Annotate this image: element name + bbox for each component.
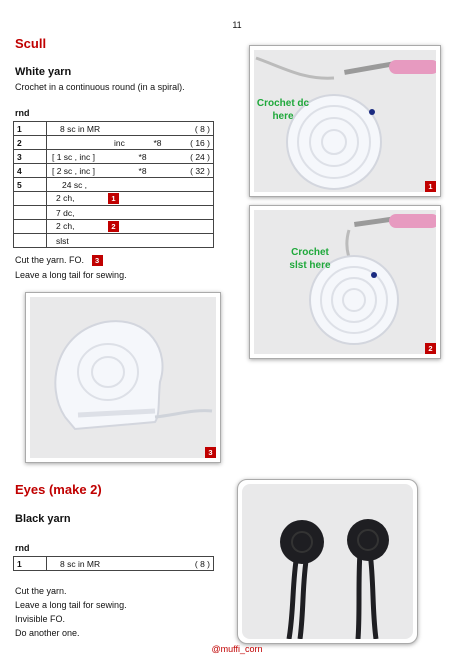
rnd-label: rnd bbox=[15, 543, 30, 553]
black-eyes-image bbox=[242, 484, 413, 639]
yarn-label: Black yarn bbox=[15, 513, 71, 525]
table-row bbox=[14, 178, 214, 192]
row-mult: *8 bbox=[153, 137, 162, 148]
row-number: 5 bbox=[14, 178, 47, 192]
step-badge: 2 bbox=[108, 221, 119, 232]
yarn-label: White yarn bbox=[15, 66, 72, 78]
finish-line: Cut the yarn. FO. bbox=[15, 255, 85, 265]
row-cell bbox=[47, 150, 214, 164]
row-number bbox=[14, 192, 47, 206]
crochet-circle-image bbox=[254, 210, 436, 354]
instruction-line: Cut the yarn. bbox=[15, 586, 67, 596]
row-number: 4 bbox=[14, 164, 47, 178]
row-number: 2 bbox=[14, 136, 47, 150]
row-instruction: slst bbox=[56, 235, 69, 246]
step-badge: 1 bbox=[108, 193, 119, 204]
row-cell bbox=[47, 234, 214, 248]
rnd-label: rnd bbox=[15, 108, 30, 118]
photo-step-2 bbox=[249, 205, 441, 359]
row-number bbox=[14, 234, 47, 248]
row-mult: *8 bbox=[138, 151, 147, 162]
section-title-eyes: Eyes (make 2) bbox=[15, 482, 102, 497]
row-instruction: 2 ch, bbox=[56, 192, 75, 203]
author-credit: @muffi_corn bbox=[211, 644, 263, 654]
row-count: ( 8 ) bbox=[194, 123, 210, 134]
table-row bbox=[14, 234, 214, 248]
instruction-line: Do another one. bbox=[15, 628, 80, 638]
row-instruction: 8 sc in MR bbox=[60, 558, 101, 569]
row-cell bbox=[47, 164, 214, 178]
table-row bbox=[14, 150, 214, 164]
table-row bbox=[14, 122, 214, 136]
row-instruction: 2 ch, bbox=[56, 220, 75, 231]
step-badge: 3 bbox=[205, 447, 216, 458]
row-cell bbox=[47, 192, 214, 206]
row-instruction: [ 1 sc , inc ] bbox=[52, 151, 95, 162]
annotation-note bbox=[280, 246, 340, 272]
row-instruction: [ 2 sc , inc ] bbox=[52, 165, 95, 176]
section-title-scull: Scull bbox=[15, 36, 47, 51]
row-number bbox=[14, 220, 47, 234]
row-cell bbox=[47, 136, 214, 150]
row-cell bbox=[47, 557, 214, 571]
note-line: here bbox=[272, 111, 294, 122]
note-line: slst here bbox=[289, 260, 331, 271]
row-number bbox=[14, 206, 47, 220]
row-cell bbox=[47, 206, 214, 220]
table-row bbox=[14, 206, 214, 220]
step-badge: 2 bbox=[425, 343, 436, 354]
photo-step-3 bbox=[25, 292, 221, 463]
instruction-line: Invisible FO. bbox=[15, 614, 66, 624]
row-cell bbox=[47, 122, 214, 136]
eyes-instructions bbox=[15, 584, 127, 640]
row-mult: *8 bbox=[138, 165, 147, 176]
row-instruction: inc bbox=[114, 137, 125, 148]
table-row bbox=[14, 220, 214, 234]
table-row bbox=[14, 136, 214, 150]
photo-step-1 bbox=[249, 45, 441, 197]
step-badge: 1 bbox=[425, 181, 436, 192]
row-number: 1 bbox=[14, 122, 47, 136]
row-cell bbox=[47, 220, 214, 234]
row-count: ( 24 ) bbox=[190, 151, 210, 162]
row-cell bbox=[47, 178, 214, 192]
instruction-line: Leave a long tail for sewing. bbox=[15, 600, 127, 610]
row-count: ( 32 ) bbox=[190, 165, 210, 176]
row-number: 3 bbox=[14, 150, 47, 164]
step-badge: 3 bbox=[92, 255, 103, 266]
annotation-note bbox=[254, 97, 312, 123]
page-number: 11 bbox=[232, 20, 242, 30]
pattern-table-eyes bbox=[13, 556, 214, 571]
row-count: ( 8 ) bbox=[194, 558, 210, 569]
row-instruction: 7 dc, bbox=[56, 207, 75, 218]
table-row bbox=[14, 164, 214, 178]
instruction-text: Crochet in a continuous round (in a spiral). bbox=[15, 82, 185, 92]
note-line: Crochet bbox=[291, 247, 329, 258]
table-row bbox=[14, 557, 214, 571]
table-row bbox=[14, 192, 214, 206]
row-instruction: 24 sc , bbox=[62, 179, 88, 190]
finish-text bbox=[15, 253, 103, 267]
pattern-table-scull bbox=[13, 121, 214, 248]
row-number: 1 bbox=[14, 557, 47, 571]
row-count: ( 16 ) bbox=[190, 137, 210, 148]
note-line: Crochet dc bbox=[256, 98, 310, 109]
tail-text: Leave a long tail for sewing. bbox=[15, 270, 127, 280]
skull-piece-image bbox=[30, 297, 216, 458]
row-instruction: 8 sc in MR bbox=[60, 123, 101, 134]
photo-eyes bbox=[237, 479, 418, 644]
